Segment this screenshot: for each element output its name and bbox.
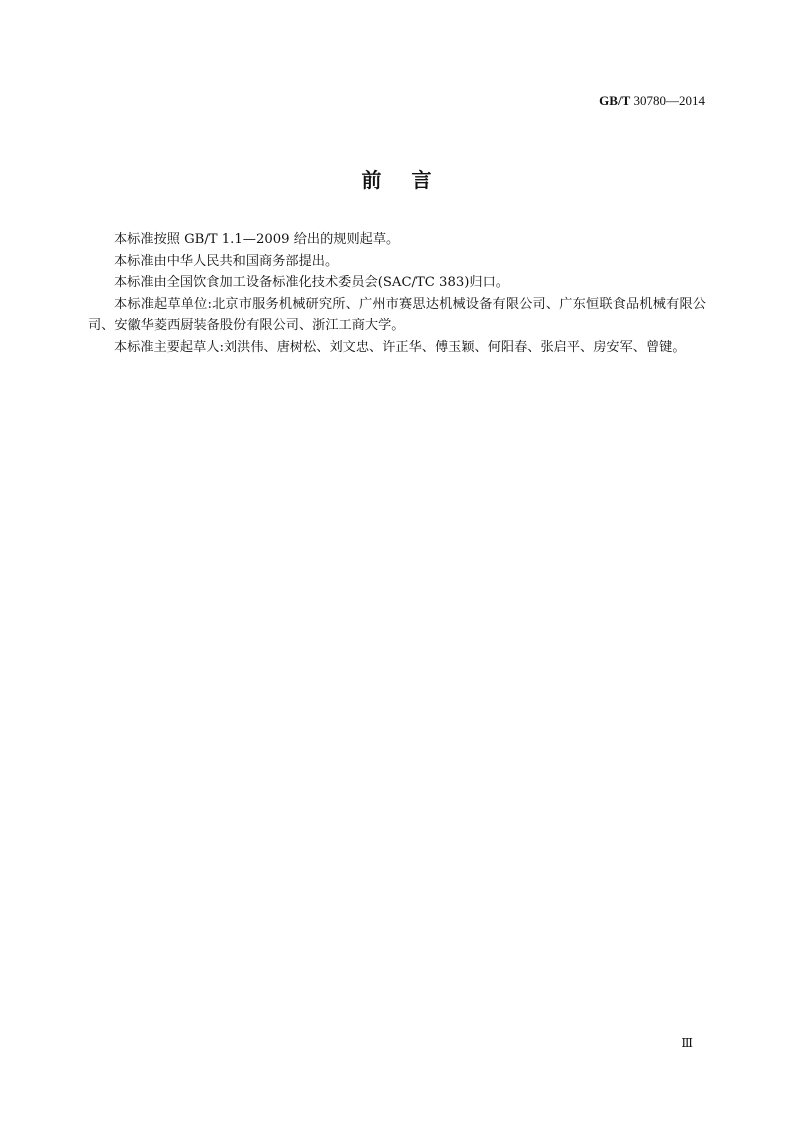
paragraph-drafting-rules: 本标准按照 GB/T 1.1—2009 给出的规则起草。 (114, 232, 400, 247)
standard-code-prefix: GB/T (599, 93, 631, 108)
foreword-body (88, 229, 706, 358)
paragraph-drafters: 本标准主要起草人:刘洪伟、唐树松、刘文忠、许正华、傅玉颖、何阳春、张启平、房安军、曾键。 (114, 339, 686, 355)
page-number: Ⅲ (681, 1036, 693, 1050)
page-title: 前言 (361, 168, 462, 192)
paragraph-proposer: 本标准由中华人民共和国商务部提出。 (114, 253, 339, 269)
paragraph-committee: 本标准由全国饮食加工设备标准化技术委员会(SAC/TC 383)归口。 (114, 275, 509, 290)
standard-code (599, 93, 705, 109)
standard-code-number: 30780—2014 (630, 93, 705, 108)
paragraph-drafting-units: 本标准起草单位:北京市服务机械研究所、广州市赛思达机械设备有限公司、广东恒联食品机械有限公司、安徽华菱西厨装备股份有限公司、浙江工商大学。 (88, 296, 706, 333)
